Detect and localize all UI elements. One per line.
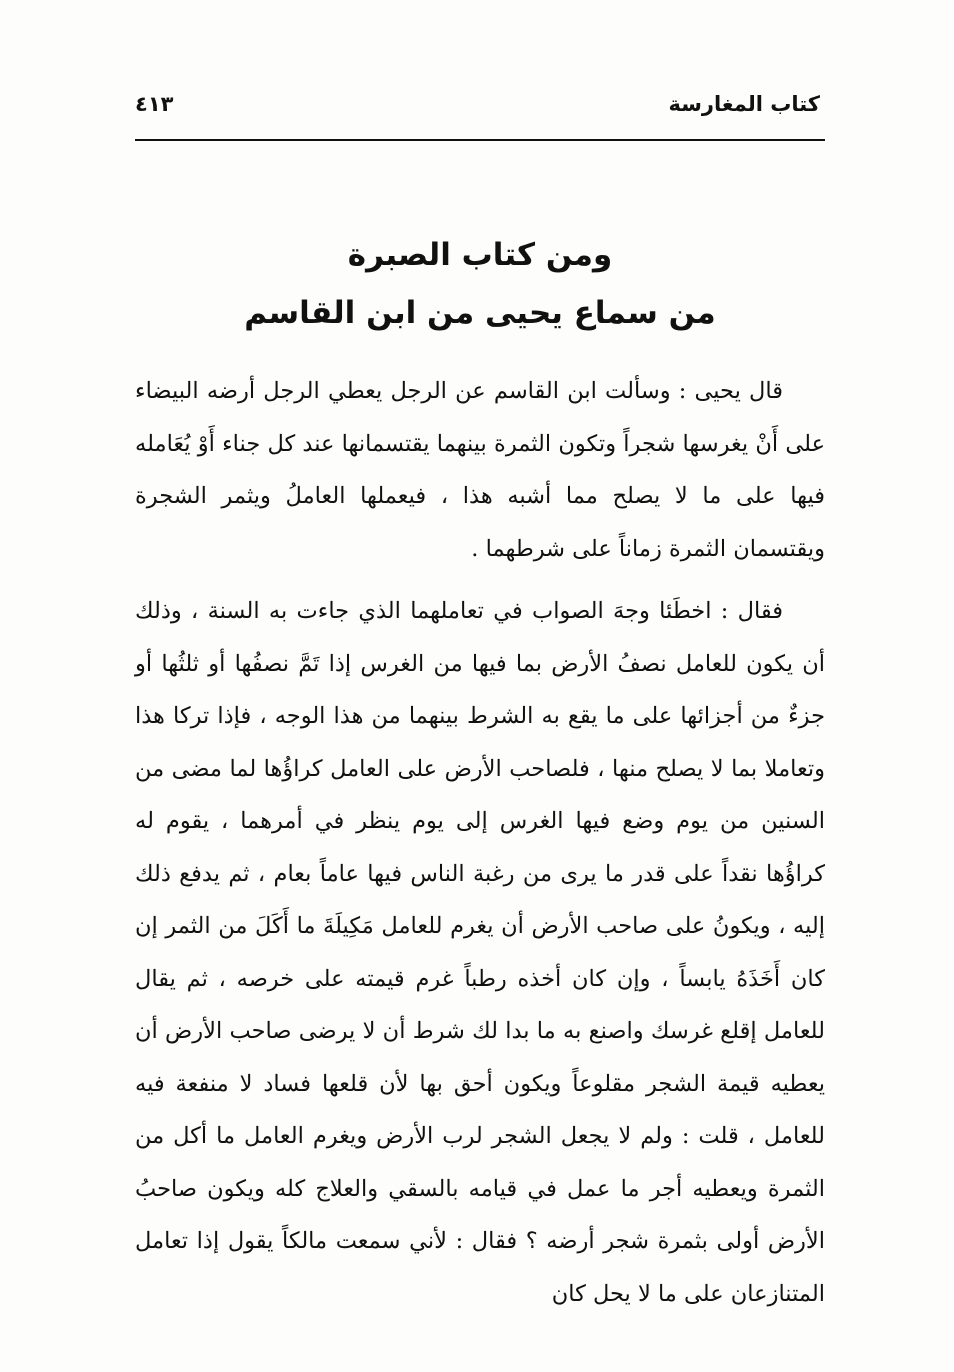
header-rule bbox=[135, 139, 825, 141]
running-header bbox=[135, 90, 820, 140]
book-title: كتاب المغارسة bbox=[668, 92, 820, 116]
body-text bbox=[135, 365, 825, 1320]
paragraph: قال يحيى : وسألت ابن القاسم عن الرجل يعطي الرجل أرضه البيضاء على أَنْ يغرسها شجراً وتكون الثمرة بينهما يقتسمانها عند كل جناء أَوْ يُعَامله فيها على ما لا يصلح مما أشبه هذا ، فيعملها العاملُ ويثمر الشجرة ويقتسمان الثمرة زماناً على شرطهما . bbox=[135, 378, 825, 562]
chapter-title-line-1: ومن كتاب الصبرة bbox=[347, 237, 613, 273]
chapter-title-line-2: من سماع يحيى من ابن القاسم bbox=[244, 295, 716, 331]
page-number: ٤١٣ bbox=[135, 92, 174, 116]
chapter-heading bbox=[135, 226, 825, 342]
paragraph: فقال : اخطَئا وجهَ الصواب في تعاملهما الذي جاءت به السنة ، وذلك أن يكون للعامل نصفُ الأرض بما فيها من الغرس إذا تَمَّ نصفُها أو ثلثُها أو جزءٌ من أجزائها على ما يقع به الشرط بينهما من هذا الوجه ، فإذا تركا هذا وتعاملا بما لا يصلح منها ، فلصاحب الأرض على العامل كراؤُها لما مضى من السنين من يوم وضع فيها الغرس إلى يوم ينظر في أمرهما ، يقوم له كراؤُها نقداً على قدر ما يرى من رغبة الناس فيها عاماً بعام ، ثم يدفع ذلك إليه ، ويكونُ على صاحب الأرض أن يغرم للعامل مَكِيلَةَ ما أَكَلَ من الثمر إن كان أَخَذَهُ يابساً ، وإن كان أخذه رطباً غرم قيمته على خرصه ، ثم يقال للعامل إقلع غرسك واصنع به ما بدا لك شرط أن لا يرضى صاحب الأرض أن يعطيه قيمة الشجر مقلوعاً ويكون أحق بها لأن قلعها فساد لا منفعة فيه للعامل ، قلت : ولم لا يجعل الشجر لرب الأرض ويغرم العامل ما أكل من الثمرة ويعطيه أجر ما عمل في قيامه بالسقي والعلاج كله ويكون صاحبُ الأرض أولى بثمرة شجر أرضه ؟ فقال : لأني سمعت مالكاً يقول إذا تعامل المتنازعان على ما لا يحل كان bbox=[135, 598, 825, 1307]
